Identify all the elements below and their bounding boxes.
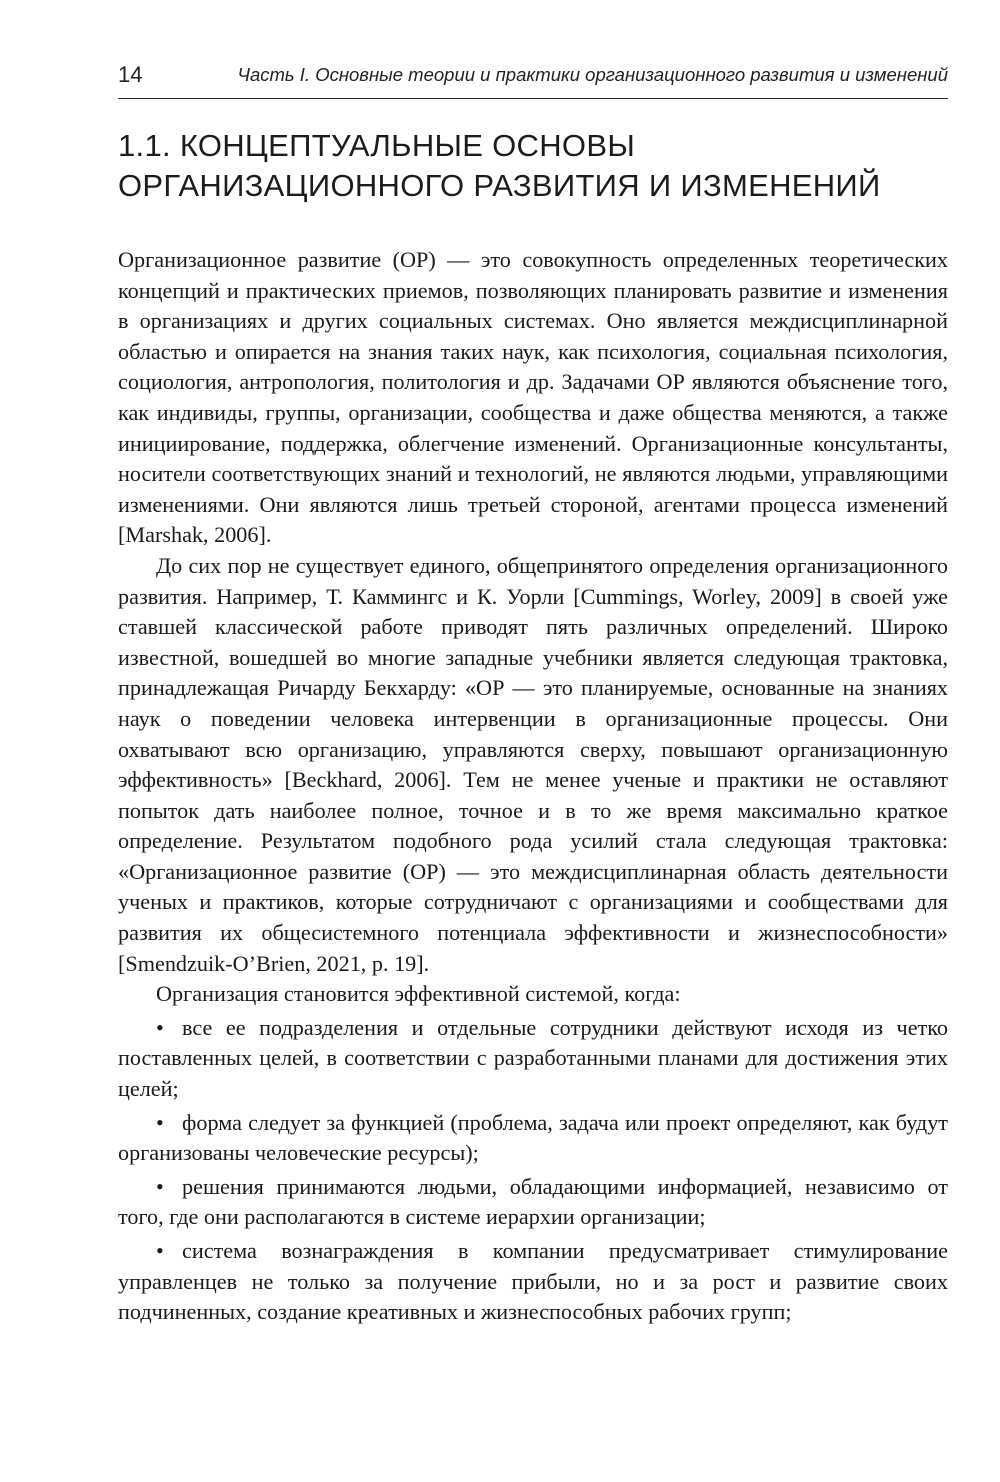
bullet-icon: • (156, 1014, 164, 1040)
paragraph-3: Организация становится эффективной системой, когда: (156, 981, 681, 1007)
list-item (118, 1013, 948, 1105)
page-number: 14 (118, 62, 143, 87)
bullet-icon: • (156, 1238, 164, 1263)
paragraph-1: Организационное развитие (ОР) — это совокупность определенных теоретических концепций и практических приемов, позволяющих планировать развитие и изменения в организациях и других социальных системах. Оно является междисциплинарной областью и опирается на знания таких наук, как психология, социальная психология, социология, антропология, политология и др. Задачами ОР являются объяснение того, как индивиды, группы, организации, сообщества и даже общества меняются, а также инициирование, поддержка, облегчение изменений. Организационные консультанты, носители соответствующих знаний и технологий, не являются людьми, управляющими изменениями. Они являются лишь третьей стороной, агентами процесса изменений [Marshak, 2006]. (118, 247, 948, 548)
section-title-line-2: ОРГАНИЗАЦИОННОГО РАЗВИТИЯ И ИЗМЕНЕНИЙ (118, 168, 881, 203)
paragraph-2: До сих пор не существует единого, общепринятого определения организационного развития. Например, Т. Каммингс и К. Уорли [Cummings, Worley, 2009] в своей уже ставшей классической работе приводят пять различных определений. Широко известной, вошедшей во многие западные учебники является следующая трактовка, принадлежащая Ричарду Бекхарду: «ОР — это планируемые, основанные на знаниях наук о поведении человека интервенции в организационные процессы. Они охватывают всю организацию, управляются сверху, повышают организационную эффективность» [Beckhard, 2006]. Тем не менее ученые и практики не оставляют попыток дать наиболее полное, точное и в то же время максимально краткое определение. Результатом подобного рода усилий стала следующая трактовка: «Организационное развитие (ОР) — это междисциплинарная область деятельности ученых и практиков, которые сотрудничают с организациями и сообществами для развития их общесистемного потенциала эффективности и жизнеспособности» [Smendzuik-O’Brien, 2021, p. 19]. (118, 552, 948, 976)
list-item (118, 1236, 948, 1328)
body-text (118, 245, 948, 1328)
section-title (118, 126, 948, 206)
bullet-icon: • (156, 1173, 164, 1199)
running-head: Часть I. Основные теории и практики организационного развития и изменений (237, 64, 948, 85)
list-item (118, 1172, 948, 1233)
list-item-text: система вознаграждения в компании предусматривает стимулирование управленцев не только за получение прибыли, но и за рост и развитие своих подчиненных, создание креативных и жизнеспособных рабочих групп; (118, 1238, 948, 1325)
list-item-text: форма следует за функцией (проблема, задача или проект определяют, как будут организованы человеческие ресурсы); (118, 1109, 948, 1166)
section-title-line-1: 1.1. КОНЦЕПТУАЛЬНЫЕ ОСНОВЫ (118, 128, 636, 163)
page-header (118, 60, 948, 99)
list-item (118, 1108, 948, 1169)
bullet-list (118, 1013, 948, 1328)
list-item-text: решения принимаются людьми, обладающими информацией, независимо от того, где они располагаются в системе иерархии организации; (118, 1173, 948, 1230)
list-item-text: все ее подразделения и отдельные сотрудники действуют исходя из четко поставленных целей, в соответствии с разработанными планами для достижения этих целей; (118, 1014, 948, 1102)
bullet-icon: • (156, 1109, 164, 1135)
